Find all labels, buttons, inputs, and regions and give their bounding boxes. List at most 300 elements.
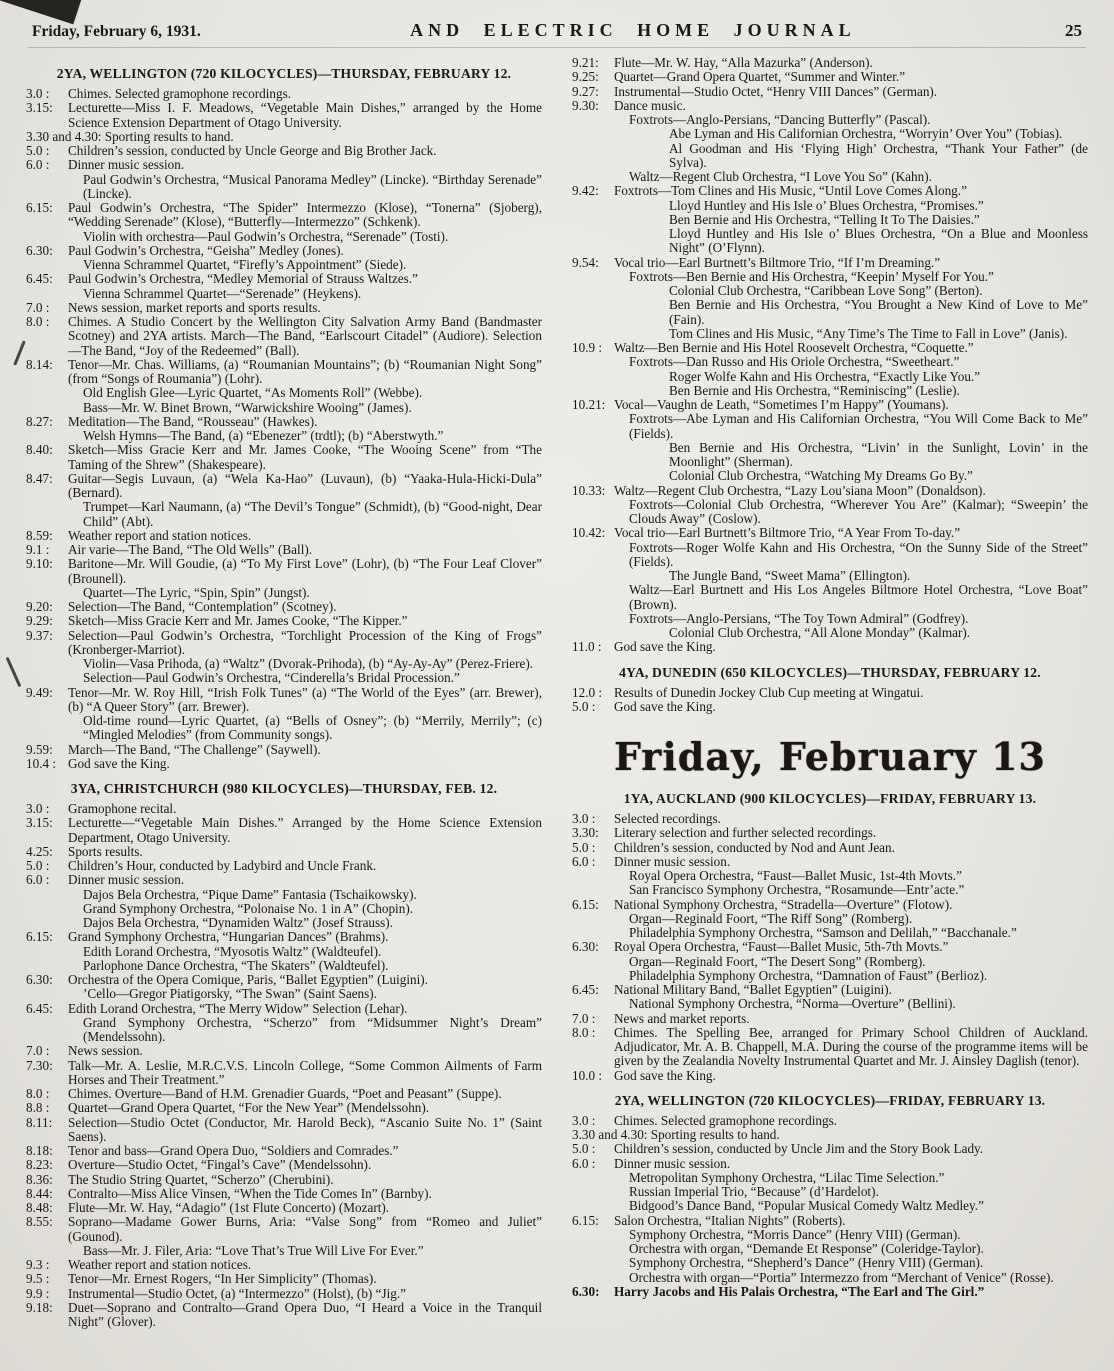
entry-time: 9.25: [572,69,599,85]
entry-text: Flute—Mr. W. Hay, “Adagio” (1st Flute Concerto) (Mozart). [68,1200,390,1215]
entry-text: News session, market reports and sports results. [68,299,321,315]
programme-entry [26,1059,542,1088]
entry-time: 9.5 : [26,1271,50,1287]
entry-text: Overture—Studio Octet, “Fingal’s Cave” (Mendelssohn). [68,1157,372,1173]
entry-text: Royal Opera Orchestra, “Faust—Ballet Music, 5th-7th Movts.” [614,939,949,955]
entry-text: Metropolitan Symphony Orchestra, “Lilac Time Selection.” [629,1169,945,1185]
entry-text: Dinner music session. [68,157,185,173]
programme-entry [26,1173,542,1187]
entry-text: Organ—Reginald Foort, “The Riff Song” (Romberg). [629,910,913,926]
programme-entry [572,940,1088,954]
station-heading: 1YA, AUCKLAND (900 KILOCYCLES)—FRIDAY, FEBRUARY 13. [623,791,1037,806]
programme-entry [26,144,542,158]
programme-entry [572,256,1088,270]
programme-entry [572,583,1088,612]
entry-text: Al Goodman and His ‘Flying High’ Orchestra, “Thank Your Father” (de Sylva). [669,140,1088,170]
entry-text: Waltz—Earl Burtnett and His Los Angeles Biltmore Hotel Orchestra, “Love Boat” (Brown). [629,582,1088,612]
entry-text: Parlophone Dance Orchestra, “The Skaters” (Waldteufel). [83,957,389,973]
journal-title: AND ELECTRIC HOME JOURNAL [410,20,856,40]
programme-entry [26,1187,542,1201]
entry-text: Ben Bernie and His Orchestra, “Telling It To The Daisies.” [669,211,980,227]
entry-text: Sketch—Miss Gracie Kerr and Mr. James Cooke, “The Kipper.” [68,613,408,629]
entry-time: 3.0 : [572,1112,596,1128]
programme-entry [26,1044,542,1058]
programme-entry [572,1214,1088,1228]
programme-entry [572,355,1088,369]
programme-entry [572,99,1088,113]
programme-entry [572,812,1088,826]
programme-entry [26,429,542,443]
entry-text: Foxtrots—Roger Wolfe Kahn and His Orchestra, “On the Sunny Side of the Street” (Fields). [629,539,1088,569]
programme-entry [572,686,1088,700]
entry-text: Philadelphia Symphony Orchestra, “Samson and Delilah,” “Bacchanale.” [629,925,1017,940]
entry-time: 9.20: [26,599,53,614]
entry-time: 8.11: [26,1114,53,1130]
entry-text: San Francisco Symphony Orchestra, “Rosamunde—Entr’acte.” [629,882,965,898]
programme-entry [572,569,1088,583]
entry-text: Edith Lorand Orchestra, “Myosotis Waltz” (Waldteufel). [83,943,382,959]
entry-time: 6.45: [26,271,53,287]
entry-text: Guitar—Segis Luvaun, (a) “Wela Ka-Hao” (Luvaun), (b) “Yaaka-Hula-Hicki-Dula” (Bernard). [68,470,542,500]
entry-text: Foxtrots—Abe Lyman and His Californian Orchestra, “You Will Come Back to Me” (Fields). [629,411,1088,441]
entry-text: Contralto—Miss Alice Vinsen, “When the Tide Comes In” (Barnby). [68,1185,432,1201]
entry-text: Chimes. Overture—Band of H.M. Grenadier Guards, “Poet and Peasant” (Suppe). [68,1086,502,1101]
programme-entry [26,472,542,501]
entry-text: Orchestra with organ—“Portia” Intermezzo from “Merchant of Venice” (Rosse). [629,1269,1054,1285]
programme-entry [572,85,1088,99]
programme-entry [26,802,542,816]
entry-text: Grand Symphony Orchestra, “Polonaise No. 1 in A” (Chopin). [83,900,414,916]
programme-entry [572,612,1088,626]
entry-text: News and market reports. [614,1010,750,1026]
entry-time: 3.15: [26,815,53,831]
entry-text: Instrumental—Studio Octet, (a) “Intermezzo” (Holst), (b) “Jig.” [68,1285,406,1301]
entry-text: Lecturette—Miss I. F. Meadows, “Vegetable Main Dishes,” arranged by the Home Science Extension Department of Otago University. [68,100,542,130]
programme-entry [26,244,542,258]
programme-columns [26,56,1088,1329]
programme-entry [26,1087,542,1101]
entry-time: 6.15: [26,200,53,215]
programme-entry [26,945,542,959]
right-column [572,56,1088,1329]
entry-text: Symphony Orchestra, “Morris Dance” (Henry VIII) (German). [629,1226,961,1242]
day-heading: Friday, February 13 [614,734,1046,779]
entry-text: Tenor—Mr. Chas. Williams, (a) “Roumanian Mountains”; (b) “Roumanian Night Song” (from “Songs of Roumania”) (Lohr). [68,356,542,386]
entry-text: Violin—Vasa Prihoda, (a) “Waltz” (Dvorak-Prihoda), (b) “Ay-Ay-Ay” (Perez-Friere). [83,656,534,671]
entry-text: Selection—Studio Octet (Conductor, Mr. Harold Beck), “Ascanio Suite No. 1” (Saint Saens). [68,1114,542,1144]
entry-time: 8.18: [26,1143,53,1158]
programme-entry [572,184,1088,198]
entry-time: 9.3 : [26,1257,50,1272]
programme-entry [572,199,1088,213]
programme-entry [26,315,542,358]
entry-time: 8.23: [26,1157,53,1173]
programme-entry [26,130,542,144]
entry-time: 6.30: [572,939,599,955]
entry-text: Sketch—Miss Gracie Kerr and Mr. James Cooke, “The Wooing Scene” from “The Taming of the Shrew” (Shakespeare). [68,442,542,472]
programme-entry [572,484,1088,498]
entry-text: Tenor and bass—Grand Opera Duo, “Soldiers and Comrades.” [68,1143,399,1158]
programme-entry [26,258,542,272]
entry-text: Tenor—Mr. W. Roy Hill, “Irish Folk Tunes” (a) “The World of the Eyes” (arr. Brewer), (b) “A Queer Story” (arr. Brewer). [68,684,542,714]
programme-entry [26,1272,542,1286]
entry-text: Bass—Mr. J. Filer, Aria: “Love That’s True Will Live For Ever.” [83,1242,424,1258]
programme-entry [26,1301,542,1330]
entry-text: God save the King. [68,755,170,771]
entry-text: Salon Orchestra, “Italian Nights” (Roberts). [614,1212,846,1228]
programme-entry [26,401,542,415]
masthead-rule [28,47,1086,48]
entry-text: Waltz—Ben Bernie and His Hotel Roosevelt Orchestra, “Coquette.” [614,340,974,355]
entry-time: 6.15: [26,929,53,945]
entry-text: God save the King. [614,698,716,714]
programme-entry [572,370,1088,384]
entry-text: Weather report and station notices. [68,1257,252,1272]
entry-text: Selected recordings. [614,811,721,826]
programme-entry [572,841,1088,855]
entry-text: Quartet—Grand Opera Quartet, “Summer and Winter.” [614,69,906,85]
entry-time: 5.0 : [572,839,596,855]
programme-entry [572,1228,1088,1242]
programme-entry [572,1142,1088,1156]
entry-time: 10.9 : [572,340,603,355]
programme-entry [572,170,1088,184]
entry-time: 7.30: [26,1057,53,1073]
programme-entry [572,113,1088,127]
entry-text: Dajos Bela Orchestra, “Dynamiden Waltz” (Josef Strauss). [83,915,393,930]
entry-text: National Symphony Orchestra, “Stradella—Overture” (Flotow). [614,896,953,912]
entry-text: Dinner music session. [614,1155,731,1171]
entry-text: Children’s session, conducted by Uncle Jim and the Story Book Lady. [614,1141,984,1157]
programme-entry [26,358,542,387]
programme-entry [572,298,1088,327]
entry-time: 6.0 : [26,872,50,888]
programme-entry [26,873,542,887]
entry-text: Roger Wolfe Kahn and His Orchestra, “Exactly Like You.” [669,368,981,384]
entry-text: Chimes. Selected gramophone recordings. [68,86,292,101]
programme-entry [26,1201,542,1215]
entry-time: 10.33: [572,482,606,498]
entry-text: Chimes. A Studio Concert by the Wellington City Salvation Army Band (Bandmaster Scotney) and 2YA artists. March—The Band, “Earlscourt Citadel” (Audiore). Selection—The Band, “Joy of the Redeemed” (Ball). [68,314,542,358]
entry-time: 10.4 : [26,755,57,771]
programme-entry [26,1116,542,1145]
programme-entry [26,230,542,244]
entry-text: Symphony Orchestra, “Shepherd’s Dance” (Henry VIII) (German). [629,1255,984,1271]
programme-entry [26,987,542,1001]
issue-date: Friday, February 6, 1931. [32,23,201,40]
programme-entry [572,955,1088,969]
programme-entry [26,714,542,743]
entry-time: 8.47: [26,470,53,486]
entry-text: Foxtrots—Anglo-Persians, “The Toy Town Admiral” (Godfrey). [629,610,969,626]
programme-entry [572,1128,1088,1142]
entry-time: 9.29: [26,613,53,629]
programme-entry [26,301,542,315]
programme-entry [572,983,1088,997]
entry-text: Dinner music session. [68,872,185,888]
entry-text: Vienna Schrammel Quartet—“Serenade” (Heykens). [83,285,362,301]
entry-text: Foxtrots—Colonial Club Orchestra, “Wherever You Are” (Kalmar); “Sweepin’ the Clouds Away” (Coslow). [629,496,1088,526]
programme-entry [26,1101,542,1115]
programme-entry [26,1144,542,1158]
entry-text: Vocal—Vaughn de Leath, “Sometimes I’m Happy” (Youmans). [614,397,949,412]
programme-entry [26,959,542,973]
entry-text: Foxtrots—Anglo-Persians, “Dancing Butterfly” (Pascal). [629,112,931,127]
entry-text: Sports results. [68,843,143,859]
entry-text: National Symphony Orchestra, “Norma—Overture” (Bellini). [629,996,956,1012]
programme-entry [572,1026,1088,1069]
programme-entry [572,1069,1088,1083]
entry-text: The Studio String Quartet, “Scherzo” (Cherubini). [68,1171,334,1187]
entry-time: 7.0 : [572,1010,596,1026]
entry-time: 9.18: [26,1299,53,1315]
entry-text: Paul Godwin’s Orchestra, “Geisha” Medley (Jones). [68,242,344,258]
entry-text: Selection—Paul Godwin’s Orchestra, “Cinderella’s Bridal Procession.” [83,670,460,686]
entry-text: Talk—Mr. A. Leslie, M.R.C.V.S. Lincoln College, “Some Common Ailments of Farm Horses and Their Treatment.” [68,1057,542,1087]
entry-text: Colonial Club Orchestra, “Caribbean Love Song” (Berton). [669,283,983,298]
programme-entry [572,997,1088,1011]
entry-text: Ben Bernie and His Orchestra, “You Brought a New Kind of Love to Me” (Fain). [669,297,1088,327]
entry-text: 3.30 and 4.30: Sporting results to hand. [572,1127,780,1142]
programme-entry [26,1258,542,1272]
entry-text: Chimes. Selected gramophone recordings. [614,1112,838,1128]
programme-entry [26,657,542,671]
programme-entry [572,969,1088,983]
programme-entry [572,700,1088,714]
programme-entry [572,1199,1088,1213]
entry-text: Organ—Reginald Foort, “The Desert Song” (Romberg). [629,953,926,969]
station-heading: 3YA, CHRISTCHURCH (980 KILOCYCLES)—THURSDAY, FEB. 12. [70,781,498,796]
masthead [26,12,1088,47]
programme-entry [572,213,1088,227]
entry-text: Violin with orchestra—Paul Godwin’s Orchestra, “Serenade” (Tosti). [83,228,449,244]
programme-entry [26,600,542,614]
entry-time: 6.15: [572,1212,599,1228]
programme-entry [572,640,1088,654]
entry-text: Flute—Mr. W. Hay, “Alla Mazurka” (Anderson). [614,55,873,70]
entry-text: Selection—Paul Godwin’s Orchestra, “Torchlight Procession of the King of Frogs” (Kronberger-Marriot). [68,627,542,657]
entry-time: 3.0 : [572,811,596,826]
programme-entry [572,1114,1088,1128]
programme-entry [572,284,1088,298]
programme-entry [572,926,1088,940]
entry-time: 6.0 : [26,157,50,173]
entry-text: March—The Band, “The Challenge” (Saywell). [68,741,321,757]
entry-text: Soprano—Madame Gower Burns, Aria: “Valse Song” from “Romeo and Juliet” (Gounod). [68,1214,542,1244]
entry-time: 12.0 : [572,684,603,700]
programme-entry [26,859,542,873]
entry-text: Baritone—Mr. Will Goudie, (a) “To My First Love” (Lohr), (b) “The Four Leaf Clover” (Brounell). [68,556,542,586]
entry-time: 6.45: [572,982,599,997]
entry-text: Vocal trio—Earl Burtnett’s Biltmore Trio, “A Year From To-day.” [614,525,961,541]
entry-text: Orchestra of the Opera Comique, Paris, “Ballet Egyptien” (Luigini). [68,972,428,987]
entry-text: Selection—The Band, “Contemplation” (Scotney). [68,599,337,614]
entry-text: Lloyd Huntley and His Isle o’ Blues Orchestra, “Promises.” [669,197,984,213]
entry-text: Paul Godwin’s Orchestra, “Medley Memorial of Strauss Waltzes.” [68,271,418,287]
programme-entry [26,1215,542,1244]
programme-entry [572,1285,1088,1299]
programme-entry [572,898,1088,912]
entry-time: 8.55: [26,1214,53,1230]
entry-text: Abe Lyman and His Californian Orchestra, “Worryin’ Over You” (Tobias). [669,126,1063,142]
programme-entry [572,227,1088,256]
entry-text: Old-time round—Lyric Quartet, (a) “Bells of Osney”; (b) “Merrily, Merrily”; (c) “Mingled Melodies” (from Community songs). [83,713,542,743]
programme-entry [572,127,1088,141]
programme-entry [26,686,542,715]
ink-smudge [13,340,26,365]
programme-entry [572,469,1088,483]
entry-text: Lecturette—“Vegetable Main Dishes.” Arranged by the Home Science Extension Department, Otago University. [68,815,542,845]
entry-time: 3.0 : [26,801,50,816]
programme-entry [26,1158,542,1172]
entry-text: Colonial Club Orchestra, “All Alone Monday” (Kalmar). [669,625,971,640]
programme-entry [572,526,1088,540]
programme-entry [572,56,1088,70]
programme-entry [26,614,542,628]
entry-text: Meditation—The Band, “Rousseau” (Hawkes). [68,413,318,429]
programme-entry [572,869,1088,883]
entry-time: 5.0 : [26,143,50,158]
programme-entry [26,543,542,557]
entry-time: 6.45: [26,1000,53,1016]
entry-text: Vienna Schrammel Quartet, “Firefly’s Appointment” (Siede). [83,257,407,272]
entry-text: Children’s session, conducted by Nod and Aunt Jean. [614,839,895,855]
entry-time: 6.0 : [572,853,596,869]
programme-entry [572,541,1088,570]
programme-entry [26,888,542,902]
programme-entry [572,441,1088,470]
entry-text: Dance music. [614,97,686,113]
entry-time: 9.21: [572,55,599,70]
programme-entry [572,1256,1088,1270]
entry-time: 9.49: [26,684,53,700]
entry-time: 10.0 : [572,1067,603,1083]
programme-entry [572,1012,1088,1026]
entry-text: Foxtrots—Ben Bernie and His Orchestra, “Keepin’ Myself For You.” [629,268,994,284]
entry-time: 8.0 : [26,314,50,329]
programme-entry [572,498,1088,527]
entry-text: Old English Glee—Lyric Quartet, “As Moments Roll” (Webbe). [83,385,423,401]
entry-time: 8.0 : [572,1024,596,1040]
left-column [26,56,542,1329]
programme-entry [572,270,1088,284]
entry-time: 8.0 : [26,1086,50,1101]
programme-entry [26,629,542,658]
entry-time: 8.8 : [26,1100,50,1116]
entry-text: Tom Clines and His Music, “Any Time’s The Time to Fall in Love” (Janis). [669,325,1068,341]
entry-text: Instrumental—Studio Octet, “Henry VIII Dances” (German). [614,83,938,99]
programme-entry [26,272,542,286]
programme-entry [26,757,542,771]
entry-time: 4.25: [26,843,53,859]
programme-entry [572,398,1088,412]
entry-text: Royal Opera Orchestra, “Faust—Ballet Music, 1st-4th Movts.” [629,868,962,883]
entry-time: 5.0 : [572,698,596,714]
entry-text: Philadelphia Symphony Orchestra, “Damnation of Faust” (Berlioz). [629,967,988,983]
entry-text: Bidgood’s Dance Band, “Popular Musical Comedy Waltz Medley.” [629,1198,984,1214]
entry-text: ’Cello—Gregor Piatigorsky, “The Swan” (Saint Saens). [83,986,377,1002]
programme-entry [26,287,542,301]
entry-text: Results of Dunedin Jockey Club Cup meeting at Wingatui. [614,684,924,700]
programme-entry [26,201,542,230]
entry-text: Foxtrots—Tom Clines and His Music, “Until Love Comes Along.” [614,183,967,199]
entry-text: Bass—Mr. W. Binet Brown, “Warwickshire Wooing” (James). [83,399,412,415]
entry-time: 3.15: [26,100,53,116]
entry-time: 3.30: [572,825,599,841]
programme-entry [572,912,1088,926]
entry-text: Gramophone recital. [68,801,177,816]
programme-entry [572,883,1088,897]
entry-text: Lloyd Huntley and His Isle o’ Blues Orchestra, “On a Blue and Moonless Night” (O’Flynn). [669,226,1088,256]
entry-time: 6.30: [26,242,53,258]
entry-text: Vocal trio—Earl Burtnett’s Biltmore Trio, “If I’m Dreaming.” [614,254,941,270]
programme-entry [26,902,542,916]
entry-time: 10.42: [572,525,606,541]
programme-entry [26,500,542,529]
entry-time: 5.0 : [26,858,50,873]
programme-entry [26,529,542,543]
entry-text: Paul Godwin’s Orchestra, “The Spider” Intermezzo (Klose), “Tonerna” (Sjoberg), “Wedding Serenade” (Klose), “Butterfly—Intermezzo” (Schkenk). [68,200,542,230]
entry-text: Foxtrots—Dan Russo and His Oriole Orchestra, “Sweetheart.” [629,354,960,370]
entry-time: 8.44: [26,1185,53,1201]
programme-entry [572,412,1088,441]
entry-text: Children’s session, conducted by Uncle George and Big Brother Jack. [68,143,437,158]
programme-entry [26,586,542,600]
programme-entry [572,142,1088,171]
entry-time: 6.30: [572,1283,600,1299]
entry-text: Harry Jacobs and His Palais Orchestra, “The Earl and The Girl.” [614,1283,985,1299]
entry-text: Welsh Hymns—The Band, (a) “Ebenezer” (trdtl); (b) “Aberstwyth.” [83,428,444,443]
programme-entry [572,855,1088,869]
entry-text: Russian Imperial Trio, “Because” (d’Hardelot). [629,1184,879,1199]
page-number: 25 [1065,21,1082,40]
programme-entry [26,386,542,400]
station-heading: 2YA, WELLINGTON (720 KILOCYCLES)—THURSDAY, FEBRUARY 12. [56,66,512,81]
entry-text: Colonial Club Orchestra, “Watching My Dreams Go By.” [669,468,973,484]
entry-time: 7.0 : [26,299,50,315]
programme-entry [26,1244,542,1258]
entry-time: 9.42: [572,183,599,199]
entry-time: 6.15: [572,896,599,912]
programme-entry [26,443,542,472]
entry-time: 9.37: [26,627,53,643]
entry-text: Quartet—Grand Opera Quartet, “For the New Year” (Mendelssohn). [68,1100,430,1116]
programme-entry [572,1185,1088,1199]
entry-time: 9.59: [26,741,53,757]
programme-entry [572,384,1088,398]
programme-entry [26,916,542,930]
programme-entry [572,1242,1088,1256]
entry-time: 5.0 : [572,1141,596,1157]
programme-entry [26,1002,542,1016]
programme-entry [572,70,1088,84]
entry-time: 7.0 : [26,1043,50,1059]
entry-text: 3.30 and 4.30: Sporting results to hand. [26,128,234,144]
entry-time: 9.54: [572,254,599,270]
entry-time: 8.14: [26,356,53,372]
entry-text: Ben Bernie and His Orchestra, “Reminiscing” (Leslie). [669,382,960,398]
entry-text: Paul Godwin’s Orchestra, “Musical Panorama Medley” (Lincke). “Birthday Serenade” (Lincke). [83,171,542,201]
entry-text: National Military Band, “Ballet Egyptien” (Luigini). [614,982,892,997]
programme-entry [572,327,1088,341]
entry-time: 6.30: [26,972,53,987]
programme-entry [572,1157,1088,1171]
entry-text: Grand Symphony Orchestra, “Scherzo” from “Midsummer Night’s Dream” (Mendelssohn). [83,1014,542,1044]
entry-text: Weather report and station notices. [68,527,252,543]
entry-text: Children’s Hour, conducted by Ladybird and Uncle Frank. [68,858,377,873]
entry-text: Air varie—The Band, “The Old Wells” (Ball). [68,542,313,557]
programme-entry [26,1287,542,1301]
